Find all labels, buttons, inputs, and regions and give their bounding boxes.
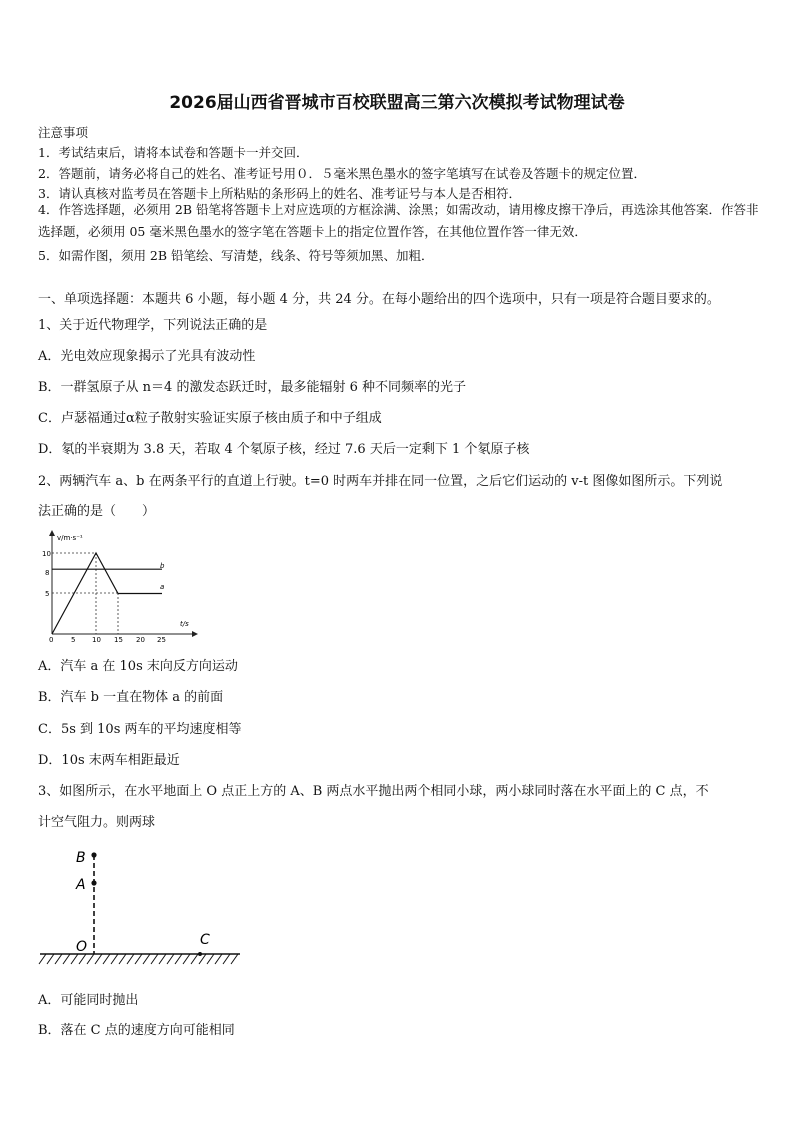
- hatch-mark: [207, 954, 214, 964]
- notice-item-4: 4．作答选择题，必须用 2B 铅笔将答题卡上对应选项的方框涂满、涂黑；如需改动，请用橡皮擦干净后，再选涂其他答案．作答非选择题，必须用 05 毫米黑色墨水的签字笔在答题卡上的指定位置作答，在其他位置作答一律无效．: [38, 202, 759, 239]
- label-c: C: [200, 932, 210, 948]
- x-tick-15: 15: [114, 636, 123, 644]
- q1-option-d: D．氡的半衰期为 3.8 天，若取 4 个氡原子核，经过 7.6 天后一定剩下 1 个氡原子核: [38, 442, 530, 457]
- point-b-dot: [91, 852, 96, 857]
- hatch-mark: [39, 954, 46, 964]
- page-title: 2026届山西省晋城市百校联盟高三第六次模拟考试物理试卷: [169, 93, 625, 113]
- hatch-mark: [127, 954, 134, 964]
- q2-stem-line2: 法正确的是（ ）: [38, 504, 156, 519]
- hatch-mark: [71, 954, 78, 964]
- hatch-mark: [151, 954, 158, 964]
- x-tick-0: 0: [49, 636, 54, 644]
- series-a-line: [52, 553, 165, 634]
- notice-item-2: 2．答题前，请务必将自己的姓名、准考证号用０．５毫米黑色墨水的签字笔填写在试卷及答题卡的规定位置．: [38, 166, 646, 181]
- point-a-dot: [91, 880, 96, 885]
- q3-stem-line1: 3、如图所示，在水平地面上 O 点正上方的 A、B 两点水平抛出两个相同小球，两小球同时落在水平面上的 C 点，不: [38, 784, 709, 799]
- y-tick-5: 5: [45, 590, 50, 598]
- hatch-mark: [135, 954, 142, 964]
- q1-option-c: C．卢瑟福通过α粒子散射实验证实原子核由质子和中子组成: [38, 411, 382, 426]
- series-a-label: a: [160, 583, 165, 591]
- series-b-label: b: [160, 562, 165, 570]
- notice-item-5: 5．如需作图，须用 2B 铅笔绘、写清楚，线条、符号等须加黑、加粗．: [38, 248, 434, 263]
- x-axis-label: t/s: [180, 620, 189, 628]
- hatch-mark: [191, 954, 198, 964]
- notice-item-3: 3．请认真核对监考员在答题卡上所粘贴的条形码上的姓名、准考证号与本人是否相符．: [38, 186, 521, 201]
- q2-option-d: D．10s 末两车相距最近: [38, 753, 180, 768]
- x-tick-25: 25: [157, 636, 166, 644]
- q1-option-a: A．光电效应现象揭示了光具有波动性: [38, 349, 256, 364]
- hatch-mark: [95, 954, 102, 964]
- y-axis-label: v/m·s⁻¹: [57, 534, 83, 542]
- hatch-mark: [223, 954, 230, 964]
- hatch-mark: [119, 954, 126, 964]
- q1-option-b: B．一群氢原子从 n＝4 的激发态跃迁时，最多能辐射 6 种不同频率的光子: [38, 380, 466, 395]
- hatch-mark: [215, 954, 222, 964]
- x-tick-10: 10: [92, 636, 101, 644]
- hatch-mark: [167, 954, 174, 964]
- notice-item-1: 1．考试结束后，请将本试卷和答题卡一并交回．: [38, 145, 309, 160]
- hatch-mark: [63, 954, 70, 964]
- y-tick-10: 10: [42, 550, 51, 558]
- y-axis-arrow: [49, 530, 55, 536]
- label-a: A: [76, 877, 86, 893]
- hatch-mark: [55, 954, 62, 964]
- hatch-mark: [175, 954, 182, 964]
- vt-graph: [30, 530, 200, 645]
- y-tick-8: 8: [45, 569, 50, 577]
- notice-heading: 注意事项: [38, 125, 89, 140]
- x-tick-5: 5: [71, 636, 76, 644]
- hatch-mark: [87, 954, 94, 964]
- hatch-mark: [47, 954, 54, 964]
- x-tick-20: 20: [136, 636, 145, 644]
- hatch-mark: [79, 954, 86, 964]
- hatch-mark: [143, 954, 150, 964]
- q3-option-a: A．可能同时抛出: [38, 993, 139, 1008]
- projectile-figure: [36, 840, 246, 975]
- x-axis-arrow: [192, 631, 198, 637]
- hatch-mark: [111, 954, 118, 964]
- q2-option-b: B．汽车 b 一直在物体 a 的前面: [38, 690, 224, 705]
- hatch-mark: [159, 954, 166, 964]
- q2-stem-line1: 2、两辆汽车 a、b 在两条平行的直道上行驶。t=0 时两车并排在同一位置，之后它们运动的 v-t 图像如图所示。下列说: [38, 474, 723, 489]
- hatch-mark: [183, 954, 190, 964]
- q2-option-c: C．5s 到 10s 两车的平均速度相等: [38, 722, 242, 737]
- q3-option-b: B．落在 C 点的速度方向可能相同: [38, 1023, 235, 1038]
- q2-option-a: A．汽车 a 在 10s 末向反方向运动: [38, 659, 238, 674]
- q3-stem-line2: 计空气阻力。则两球: [38, 815, 156, 830]
- q1-stem: 1、关于近代物理学，下列说法正确的是: [38, 318, 268, 333]
- ground-hatching: [39, 954, 238, 964]
- hatch-mark: [231, 954, 238, 964]
- label-b: B: [76, 850, 86, 866]
- section-heading: 一、单项选择题：本题共 6 小题，每小题 4 分，共 24 分。在每小题给出的四个选项中，只有一项是符合题目要求的。: [38, 292, 720, 307]
- hatch-mark: [103, 954, 110, 964]
- label-o: O: [76, 939, 88, 955]
